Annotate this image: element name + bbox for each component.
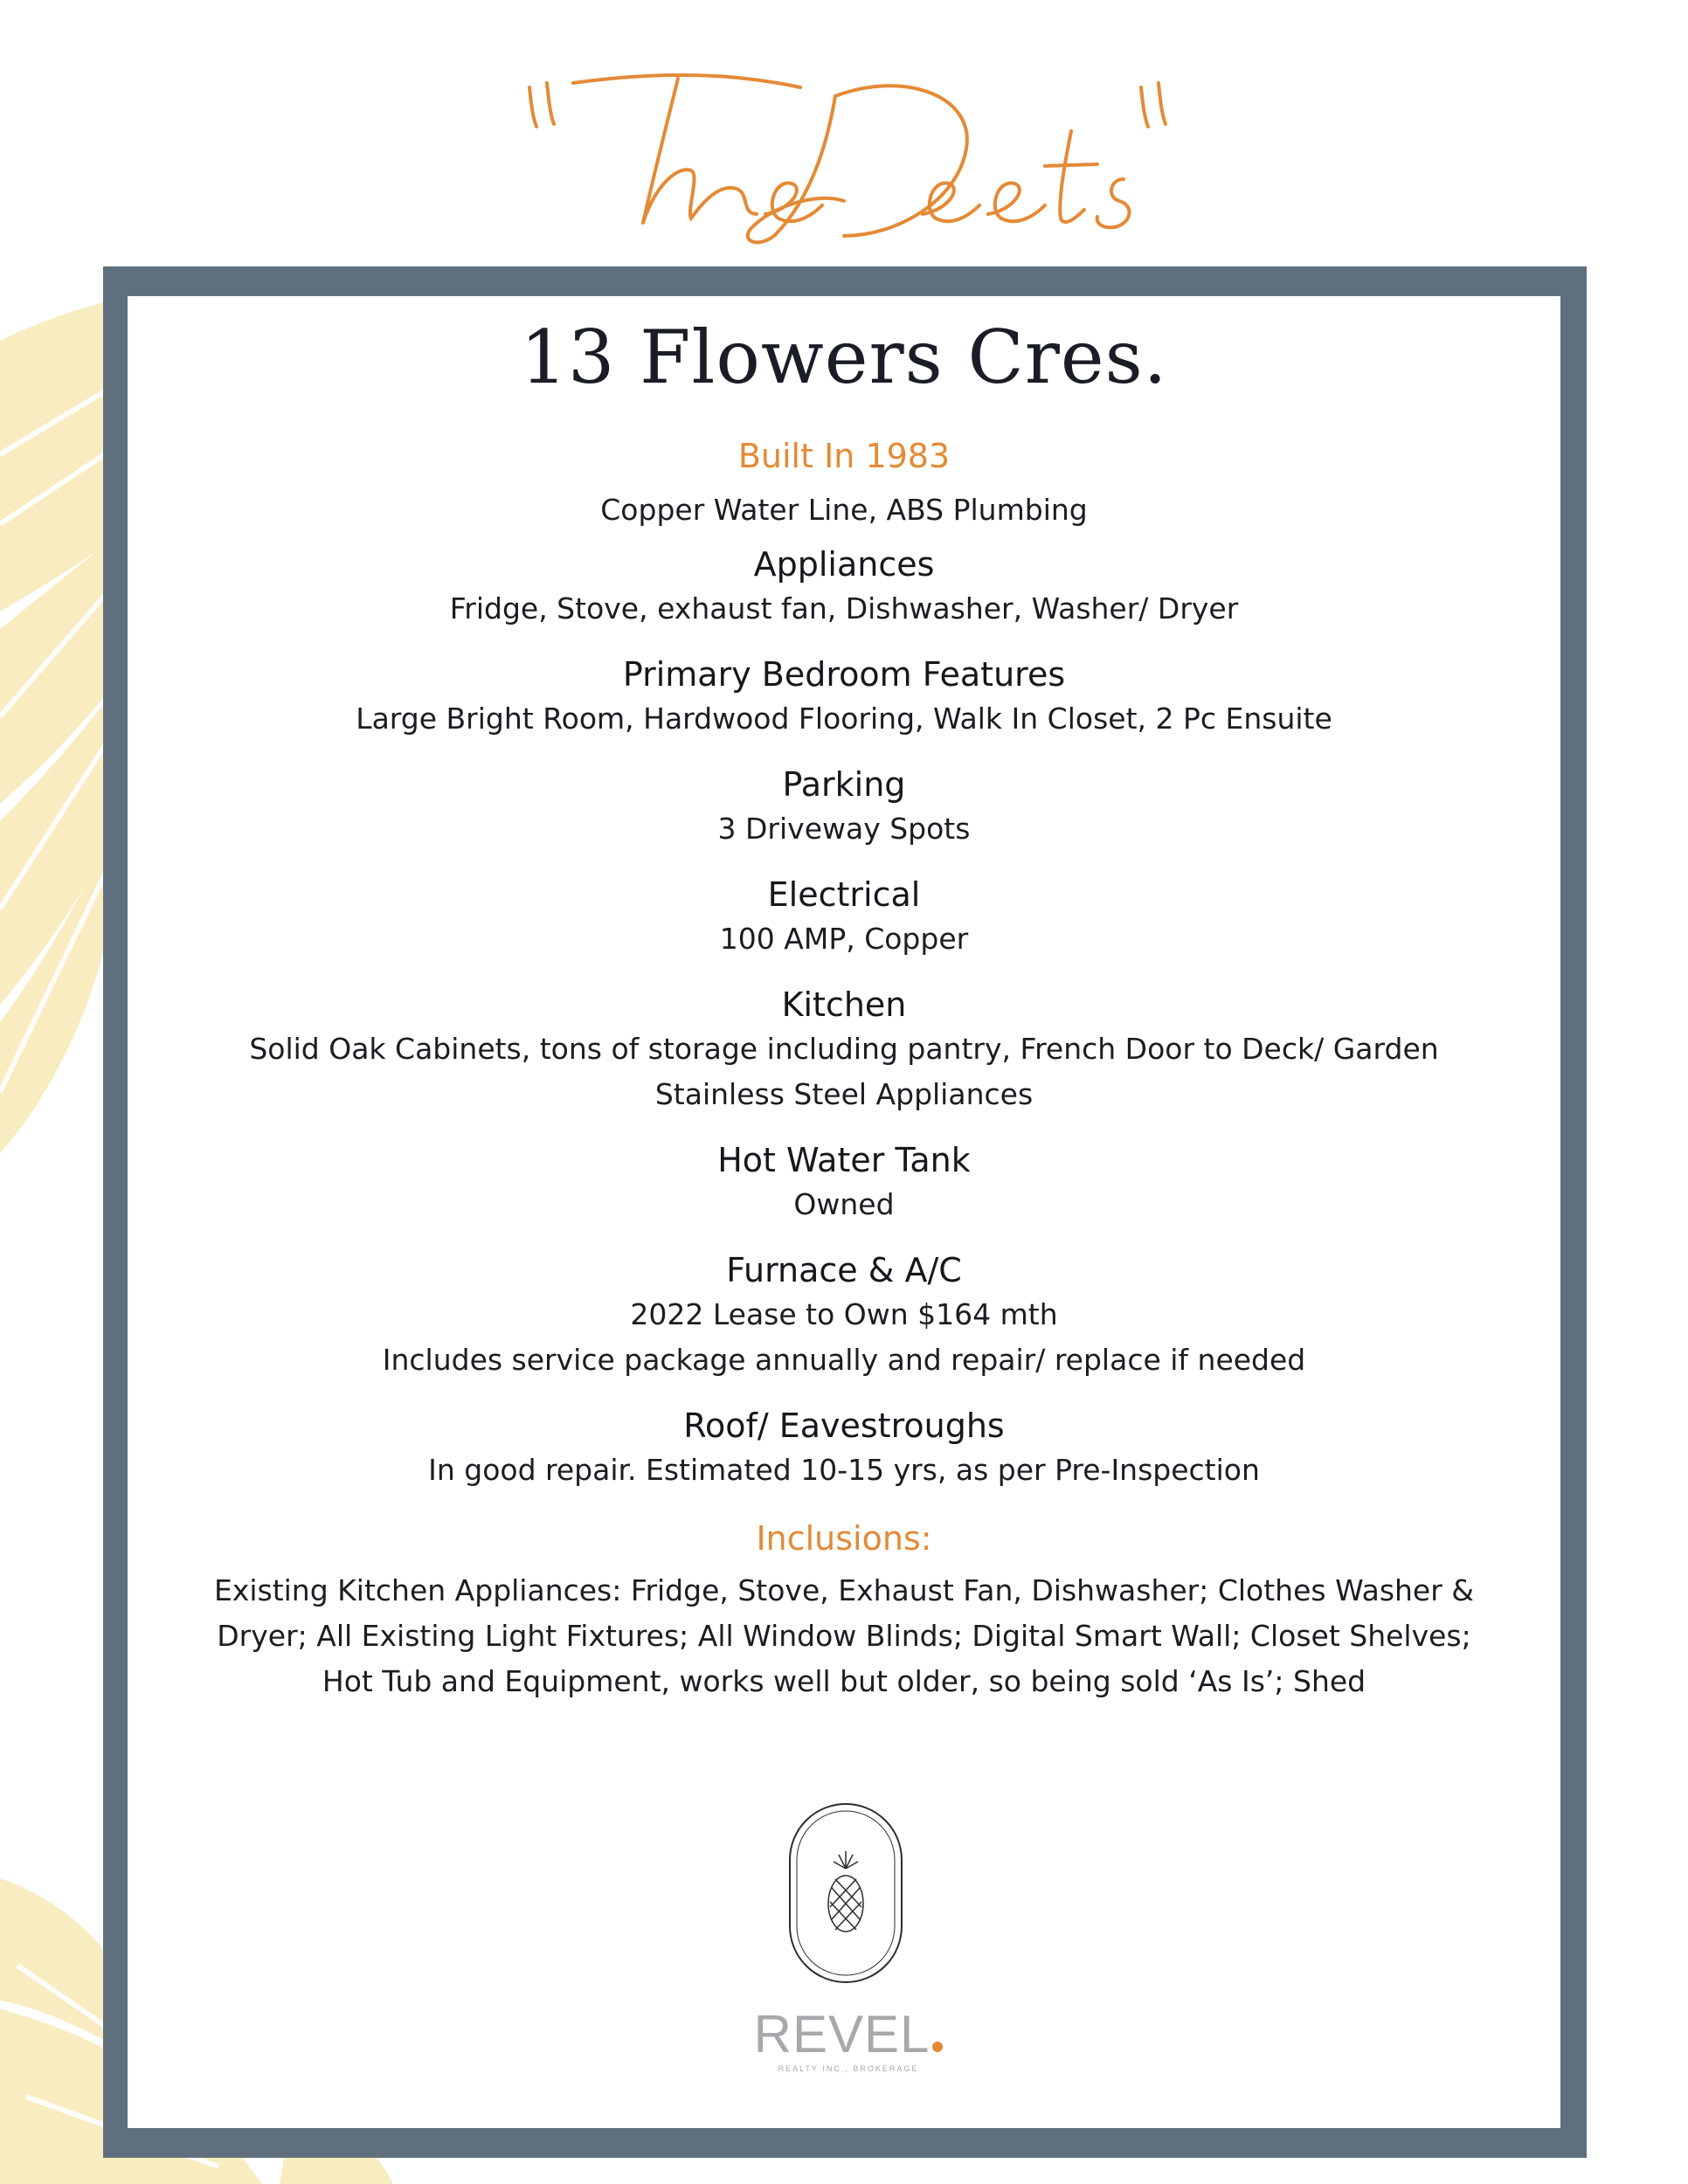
script-heading bbox=[0, 35, 1688, 253]
brokerage-tagline: REALTY INC., BROKERAGE bbox=[778, 2064, 919, 2073]
section-parking bbox=[128, 763, 1560, 852]
script-heading-art bbox=[512, 35, 1176, 253]
section-line: Owned bbox=[793, 1187, 895, 1221]
section-line: 100 AMP, Copper bbox=[719, 922, 969, 956]
section-title: Appliances bbox=[753, 545, 935, 584]
section-hot-water-tank bbox=[128, 1138, 1560, 1227]
section-furnace-ac bbox=[128, 1248, 1560, 1383]
pineapple-icon bbox=[828, 1851, 863, 1932]
built-note: Copper Water Line, ABS Plumbing bbox=[600, 493, 1088, 527]
section-title: Electrical bbox=[767, 875, 921, 914]
section-line: Stainless Steel Appliances bbox=[654, 1077, 1034, 1111]
section-line: 2022 Lease to Own $164 mth bbox=[630, 1297, 1058, 1331]
section-title: Kitchen bbox=[781, 985, 907, 1024]
section-line: In good repair. Estimated 10-15 yrs, as per Pre-Inspection bbox=[428, 1453, 1260, 1487]
section-line: Includes service package annually and repair/ replace if needed bbox=[382, 1343, 1306, 1377]
inclusions-heading: Inclusions: bbox=[756, 1519, 932, 1558]
built-year: Built In 1983 bbox=[737, 437, 951, 475]
brand-dot-icon bbox=[932, 2042, 943, 2052]
section-kitchen bbox=[128, 983, 1560, 1117]
section-title: Hot Water Tank bbox=[717, 1141, 971, 1179]
section-title: Furnace & A/C bbox=[726, 1251, 962, 1289]
content-panel bbox=[128, 296, 1560, 2128]
section-line: Solid Oak Cabinets, tons of storage including pantry, French Door to Deck/ Garden bbox=[249, 1032, 1439, 1066]
section-electrical bbox=[128, 873, 1560, 962]
section-title: Roof/ Eavestroughs bbox=[683, 1406, 1005, 1445]
brokerage-name: REVEL bbox=[753, 2005, 930, 2063]
inclusions-text: Existing Kitchen Appliances: Fridge, Stove, Exhaust Fan, Dishwasher; Clothes Washer & Dryer; All Existing Light Fixtures; All Window Blinds; Digital Smart Wall; Closet Shelves; Hot Tub and Equipment, works well but older, so being sold ‘As Is’; Shed bbox=[213, 1573, 1475, 1698]
section-line: Fridge, Stove, exhaust fan, Dishwasher, Washer/ Dryer bbox=[449, 591, 1239, 625]
property-address: 13 Flowers Cres. bbox=[520, 314, 1168, 400]
section-title: Parking bbox=[782, 765, 906, 804]
section-line: Large Bright Room, Hardwood Flooring, Walk In Closet, 2 Pc Ensuite bbox=[356, 702, 1332, 736]
content-frame bbox=[103, 266, 1587, 2158]
agent-logo bbox=[786, 1800, 905, 1986]
section-primary-bedroom bbox=[128, 653, 1560, 742]
section-appliances bbox=[128, 543, 1560, 632]
section-roof-eavestroughs bbox=[128, 1404, 1560, 1493]
section-title: Primary Bedroom Features bbox=[622, 655, 1066, 694]
section-line: 3 Driveway Spots bbox=[717, 812, 971, 846]
brokerage-logo bbox=[739, 2005, 958, 2073]
